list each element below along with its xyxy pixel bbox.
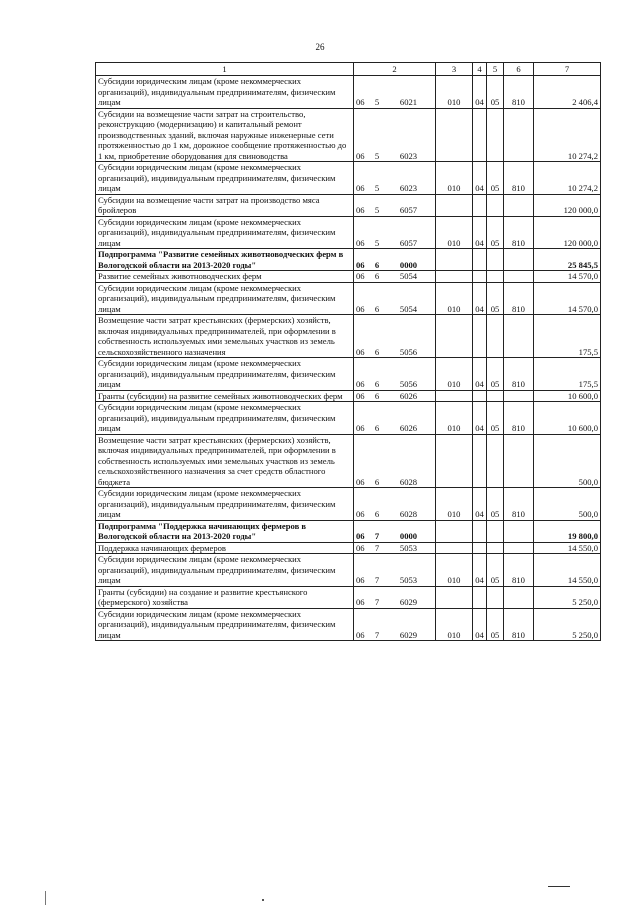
row-section: 04 [473,358,487,391]
code-part: 06 [356,97,365,107]
row-kosgu: 810 [504,402,534,435]
row-amount: 120 000,0 [534,216,601,249]
row-target-code [354,358,436,391]
code-part: 6023 [399,183,418,193]
row-subsection [487,586,504,608]
row-amount: 10 274,2 [534,108,601,162]
code-part: 5 [374,205,380,215]
row-name: Субсидии юридическим лицам (кроме некоммерческих организаций), индивидуальным предпринимателям, физическим лицам [96,488,354,521]
code-part: 6026 [399,390,418,401]
row-amount: 175,5 [534,315,601,358]
code-part: 06 [356,205,365,215]
code-part: 06 [356,509,365,519]
row-section: 04 [473,608,487,641]
code-part: 06 [356,531,365,541]
code-part: 06 [356,390,365,401]
code-part: 0000 [399,259,418,270]
code-part: 06 [356,346,365,357]
row-kosgu [504,542,534,554]
row-section [473,434,487,488]
code-part: 06 [356,542,365,553]
row-expense-type: 010 [436,488,473,521]
row-name: Субсидии на возмещение части затрат на строительство, реконструкцию (модернизацию) и капитальный ремонт производственных зданий, включая наружные инженерные сети протяженностью до 1 км, дорожное сообщение протяженностью до 1 км, приобретение оборудования для свиноводства [96,108,354,162]
row-section: 04 [473,282,487,315]
code-part: 6057 [399,237,418,248]
row-kosgu: 810 [504,488,534,521]
table-row [96,608,601,641]
row-section [473,390,487,402]
row-amount: 2 406,4 [534,76,601,109]
row-amount: 25 845,5 [534,249,601,271]
code-part: 6057 [399,205,418,215]
code-part: 06 [356,303,365,314]
code-part: 5 [374,97,380,107]
row-target-code [354,434,436,488]
table-row [96,390,601,402]
row-section [473,108,487,162]
table-row [96,542,601,554]
row-amount: 10 274,2 [534,162,601,195]
scan-mark [548,886,570,887]
code-part: 6023 [399,150,418,161]
row-target-code [354,194,436,216]
row-amount: 175,5 [534,358,601,391]
row-expense-type [436,542,473,554]
row-section [473,542,487,554]
row-name: Поддержка начинающих фермеров [96,542,354,554]
code-part: 6 [374,303,380,314]
code-part: 7 [374,531,380,541]
column-header: 7 [534,63,601,76]
row-expense-type: 010 [436,76,473,109]
row-section: 04 [473,76,487,109]
code-part: 6026 [399,423,418,433]
row-kosgu [504,390,534,402]
row-amount: 10 600,0 [534,390,601,402]
table-row [96,586,601,608]
code-part: 5 [374,237,380,248]
scan-mark [45,891,46,905]
row-subsection: 05 [487,216,504,249]
table-row [96,434,601,488]
row-section [473,520,487,542]
row-expense-type [436,586,473,608]
code-part: 06 [356,629,365,640]
scan-mark [262,899,264,901]
table-row [96,402,601,435]
row-target-code [354,520,436,542]
code-part: 6 [374,390,380,401]
row-amount: 14 550,0 [534,554,601,587]
code-part: 6029 [399,597,418,607]
row-target-code [354,608,436,641]
code-part: 6 [374,509,380,519]
row-amount: 500,0 [534,488,601,521]
code-part: 7 [374,575,380,585]
code-part: 06 [356,259,365,270]
subprogram-row [96,249,601,271]
row-section: 04 [473,162,487,195]
code-part: 06 [356,271,365,281]
code-part: 06 [356,150,365,161]
code-part: 5053 [399,575,418,585]
row-section [473,586,487,608]
code-part: 5056 [399,379,418,389]
row-kosgu [504,520,534,542]
table-row [96,358,601,391]
row-kosgu: 810 [504,358,534,391]
row-expense-type [436,249,473,271]
row-section: 04 [473,488,487,521]
column-header: 2 [354,63,436,76]
row-kosgu: 810 [504,162,534,195]
budget-table [95,62,601,641]
row-kosgu: 810 [504,608,534,641]
code-part: 06 [356,237,365,248]
row-section [473,315,487,358]
row-amount: 14 570,0 [534,271,601,283]
row-expense-type [436,434,473,488]
row-target-code [354,216,436,249]
row-expense-type: 010 [436,216,473,249]
row-subsection: 05 [487,554,504,587]
row-section: 04 [473,216,487,249]
row-expense-type [436,194,473,216]
table-row [96,216,601,249]
row-name: Субсидии юридическим лицам (кроме некоммерческих организаций), индивидуальным предпринимателям, физическим лицам [96,282,354,315]
row-amount: 10 600,0 [534,402,601,435]
row-subsection: 05 [487,608,504,641]
row-name: Субсидии юридическим лицам (кроме некоммерческих организаций), индивидуальным предпринимателям, физическим лицам [96,76,354,109]
budget-table-container [95,62,600,641]
table-row [96,315,601,358]
row-kosgu: 810 [504,216,534,249]
table-row [96,488,601,521]
column-header: 5 [487,63,504,76]
row-name: Субсидии юридическим лицам (кроме некоммерческих организаций), индивидуальным предпринимателям, физическим лицам [96,358,354,391]
code-part: 6 [374,423,380,433]
row-amount: 14 550,0 [534,542,601,554]
code-part: 06 [356,423,365,433]
row-expense-type: 010 [436,358,473,391]
code-part: 7 [374,542,380,553]
column-header: 4 [473,63,487,76]
row-name: Подпрограмма "Поддержка начинающих фермеров в Вологодской области на 2013-2020 годы" [96,520,354,542]
row-section: 04 [473,554,487,587]
code-part: 5 [374,150,380,161]
code-part: 6 [374,271,380,281]
row-target-code [354,402,436,435]
code-part: 5053 [399,542,418,553]
code-part: 06 [356,183,365,193]
row-subsection [487,108,504,162]
row-amount: 14 570,0 [534,282,601,315]
code-part: 7 [374,629,380,640]
row-amount: 5 250,0 [534,608,601,641]
code-part: 5054 [399,303,418,314]
row-expense-type: 010 [436,162,473,195]
row-target-code [354,390,436,402]
row-subsection: 05 [487,282,504,315]
code-part: 6028 [399,509,418,519]
row-subsection [487,315,504,358]
code-part: 06 [356,597,365,607]
row-subsection: 05 [487,358,504,391]
code-part: 6021 [399,97,418,107]
code-part: 5054 [399,271,418,281]
row-name: Субсидии юридическим лицам (кроме некоммерческих организаций), индивидуальным предпринимателям, физическим лицам [96,162,354,195]
row-name: Субсидии на возмещение части затрат на производство мяса бройлеров [96,194,354,216]
row-target-code [354,315,436,358]
row-target-code [354,271,436,283]
row-subsection [487,520,504,542]
row-kosgu: 810 [504,282,534,315]
row-target-code [354,108,436,162]
column-header: 1 [96,63,354,76]
row-section: 04 [473,402,487,435]
row-expense-type: 010 [436,608,473,641]
table-row [96,76,601,109]
code-part: 6028 [399,476,418,487]
row-name: Развитие семейных животноводческих ферм [96,271,354,283]
row-kosgu: 810 [504,554,534,587]
row-subsection: 05 [487,402,504,435]
row-name: Подпрограмма "Развитие семейных животноводческих ферм в Вологодской области на 2013-2020 годы" [96,249,354,271]
row-target-code [354,488,436,521]
code-part: 06 [356,476,365,487]
row-expense-type [436,108,473,162]
row-target-code [354,554,436,587]
table-row [96,194,601,216]
column-header: 3 [436,63,473,76]
row-name: Субсидии юридическим лицам (кроме некоммерческих организаций), индивидуальным предпринимателям, физическим лицам [96,554,354,587]
code-part: 7 [374,597,380,607]
table-row [96,162,601,195]
page-number: 26 [315,42,325,52]
row-kosgu [504,586,534,608]
row-kosgu [504,315,534,358]
row-amount: 5 250,0 [534,586,601,608]
row-section [473,271,487,283]
row-amount: 19 800,0 [534,520,601,542]
row-name: Гранты (субсидии) на развитие семейных животноводческих ферм [96,390,354,402]
row-subsection [487,542,504,554]
row-expense-type [436,315,473,358]
row-name: Возмещение части затрат крестьянских (фермерских) хозяйств, включая индивидуальных предпринимателей, при оформлении в собственность используемых ими земельных участков из земель сельскохозяйственного назначения за счет средств областного бюджета [96,434,354,488]
row-target-code [354,586,436,608]
row-amount: 500,0 [534,434,601,488]
header-row [96,63,601,76]
row-expense-type: 010 [436,282,473,315]
code-part: 5056 [399,346,418,357]
row-expense-type: 010 [436,402,473,435]
table-row [96,554,601,587]
row-section [473,249,487,271]
table-body [96,76,601,641]
code-part: 5 [374,183,380,193]
table-row [96,282,601,315]
row-expense-type: 010 [436,554,473,587]
row-target-code [354,542,436,554]
row-kosgu [504,249,534,271]
code-part: 0000 [399,531,418,541]
code-part: 06 [356,379,365,389]
row-subsection [487,390,504,402]
row-subsection [487,434,504,488]
row-kosgu: 810 [504,76,534,109]
row-name: Возмещение части затрат крестьянских (фермерских) хозяйств, включая индивидуальных предпринимателей, при оформлении в собственность используемых ими земельных участков из земель сельскохозяйственного назначения [96,315,354,358]
row-subsection [487,249,504,271]
row-target-code [354,249,436,271]
code-part: 06 [356,575,365,585]
code-part: 6 [374,259,380,270]
row-target-code [354,282,436,315]
row-subsection [487,271,504,283]
row-subsection: 05 [487,76,504,109]
row-expense-type [436,390,473,402]
table-row [96,108,601,162]
code-part: 6029 [399,629,418,640]
row-target-code [354,162,436,195]
row-amount: 120 000,0 [534,194,601,216]
row-name: Субсидии юридическим лицам (кроме некоммерческих организаций), индивидуальным предпринимателям, физическим лицам [96,402,354,435]
row-subsection: 05 [487,162,504,195]
row-kosgu [504,194,534,216]
row-expense-type [436,520,473,542]
code-part: 6 [374,476,380,487]
row-subsection [487,194,504,216]
code-part: 6 [374,346,380,357]
row-kosgu [504,108,534,162]
row-kosgu [504,271,534,283]
row-name: Субсидии юридическим лицам (кроме некоммерческих организаций), индивидуальным предпринимателям, физическим лицам [96,608,354,641]
subprogram-row [96,520,601,542]
code-part: 6 [374,379,380,389]
column-header: 6 [504,63,534,76]
row-expense-type [436,271,473,283]
row-section [473,194,487,216]
row-target-code [354,76,436,109]
row-name: Гранты (субсидии) на создание и развитие крестьянского (фермерского) хозяйства [96,586,354,608]
row-name: Субсидии юридическим лицам (кроме некоммерческих организаций), индивидуальным предпринимателям, физическим лицам [96,216,354,249]
row-kosgu [504,434,534,488]
table-row [96,271,601,283]
row-subsection: 05 [487,488,504,521]
